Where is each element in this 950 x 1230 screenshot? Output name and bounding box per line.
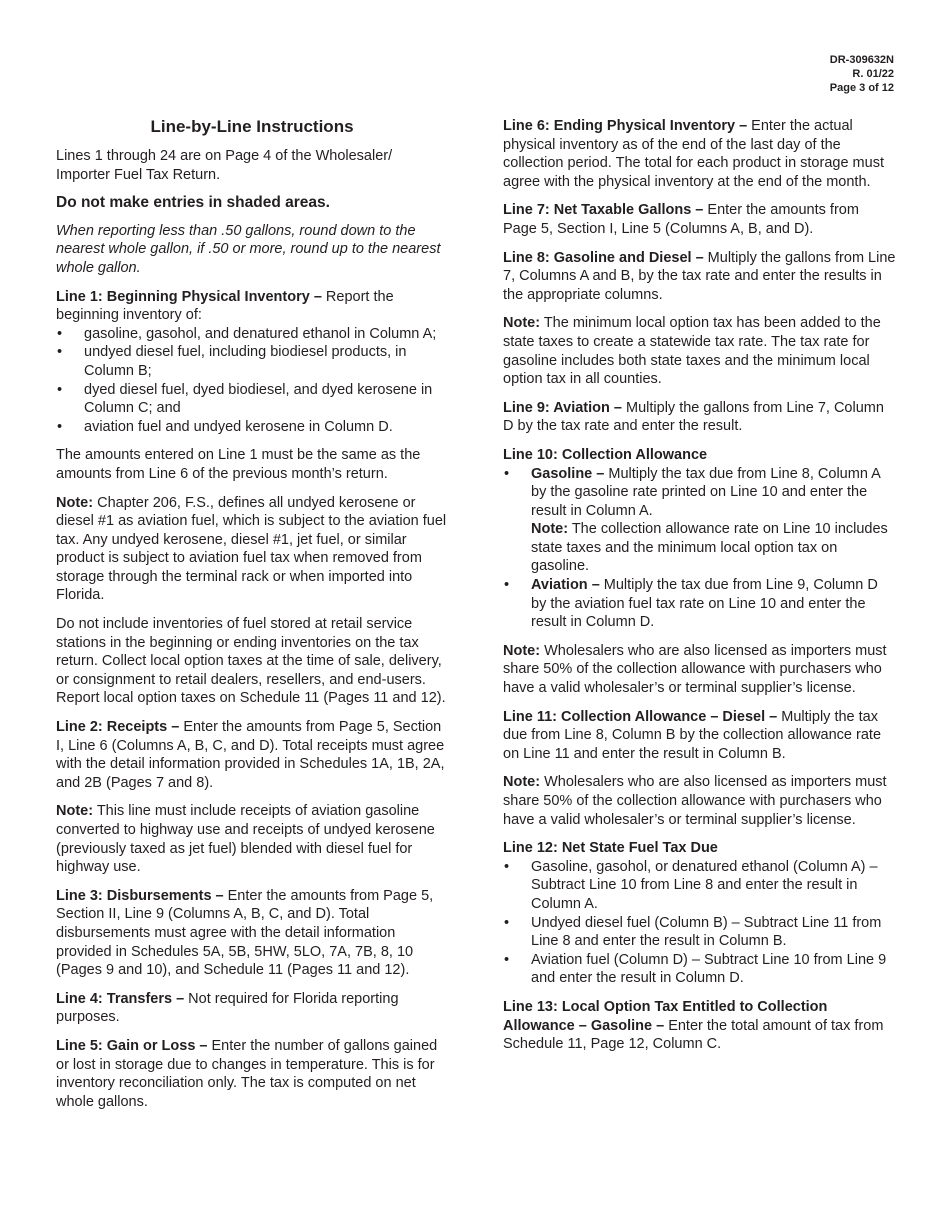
note-collection-allowance-share-2	[503, 773, 896, 829]
note-label: Note:	[503, 642, 541, 659]
line5-label: Line 5: Gain or Loss –	[56, 1037, 208, 1054]
list-item: • gasoline, gasohol, and denatured ethanol in Column A;	[56, 325, 448, 344]
line4-label: Line 4: Transfers –	[56, 990, 185, 1007]
note-text: Chapter 206, F.S., defines all undyed kerosene or diesel #1 as aviation fuel, which is subject to the aviation fuel tax. Any undyed kerosene, diesel #1, jet fuel, or similar product is subject to aviation fuel tax when removed from storage through the terminal rack or when imported into Florida.	[56, 494, 447, 604]
line4-text: Not required for Florida reporting purposes.	[56, 990, 399, 1026]
line13-label: Line 13: Local Option Tax Entitled to Collection Allowance – Gasoline –	[503, 998, 828, 1034]
intro-paragraph: Lines 1 through 24 are on Page 4 of the Wholesaler/ Importer Fuel Tax Return.	[56, 148, 393, 183]
line7-text: Enter the amounts from Page 5, Section I, Line 5 (Columns A, B, and D).	[503, 202, 859, 237]
line7-instruction	[503, 201, 896, 238]
line13-text: Enter the total amount of tax from Schedule 11, Page 12, Column C.	[503, 1017, 884, 1053]
list-item: • undyed diesel fuel, including biodiesel products, in Column B;	[56, 343, 448, 380]
note-text: The minimum local option tax has been added to the state taxes to create a statewide tax rate. The tax rate for gasoline includes both state taxes and the minimum local option tax in all counties.	[503, 315, 881, 388]
retail-inventory-paragraph: Do not include inventories of fuel stored at retail service stations in the beginning or ending inventories on the tax return. Collect local option taxes at the time of sale, delivery, or consignment to retail dealers, resellers, and end-users. Report local option taxes on Schedule 11 (Pages 11 and 12).	[56, 616, 446, 707]
line1-followup: The amounts entered on Line 1 must be the same as the amounts from Line 6 of the previous month’s return.	[56, 447, 421, 482]
page-number: Page 3 of 12	[829, 82, 894, 94]
line11-label: Line 11: Collection Allowance – Diesel –	[503, 708, 778, 725]
list-item	[503, 465, 896, 577]
line5-text: Enter the number of gallons gained or lost in storage due to changes in temperature. This is for inventory reconciliation only. The tax is computed on net whole gallons.	[56, 1037, 438, 1110]
line8-instruction	[503, 249, 896, 305]
line10-list	[503, 465, 896, 632]
line11-text: Multiply the tax due from Line 8, Column B by the collection allowance rate on Line 11 and enter the result in Column B.	[503, 708, 882, 762]
list-item: • Gasoline, gasohol, or denatured ethanol (Column A) – Subtract Line 10 from Line 8 and enter the result in Column A.	[503, 858, 896, 914]
note-label: Note:	[56, 494, 94, 511]
line1-label: Line 1: Beginning Physical Inventory –	[56, 288, 322, 305]
list-item: • Aviation fuel (Column D) – Subtract Line 10 from Line 9 and enter the result in Column D.	[503, 951, 896, 988]
gasoline-label: Gasoline –	[531, 465, 605, 482]
note-text: This line must include receipts of aviation gasoline converted to highway use and receipts of undyed kerosene (previously taxed as jet fuel) blended with diesel fuel for highway use.	[56, 803, 435, 876]
line12-label: Line 12: Net State Fuel Tax Due	[503, 840, 718, 857]
note-label: Note:	[531, 521, 569, 538]
line4-instruction	[56, 990, 448, 1027]
line2-label: Line 2: Receipts –	[56, 719, 180, 736]
line1-instruction	[56, 288, 448, 325]
aviation-label: Aviation –	[531, 577, 600, 594]
aviation-text: Multiply the tax due from Line 9, Column D by the aviation fuel tax rate on Line 10 and enter the result in Column D.	[531, 577, 878, 631]
list-item	[503, 576, 896, 632]
line1-list	[56, 325, 448, 437]
note-collection-allowance-share	[503, 642, 896, 698]
line12-heading	[503, 839, 896, 858]
left-column	[56, 117, 448, 1121]
note-text: Wholesalers who are also licensed as importers must share 50% of the collection allowance with purchasers who have a valid wholesaler’s or terminal supplier’s license.	[503, 642, 887, 697]
line5-instruction	[56, 1037, 448, 1111]
line10-heading	[503, 446, 896, 465]
line6-label: Line 6: Ending Physical Inventory –	[503, 118, 748, 134]
note-receipts	[56, 802, 448, 876]
list-item: • aviation fuel and undyed kerosene in Column D.	[56, 418, 448, 437]
gasoline-text: Multiply the tax due from Line 8, Column A by the gasoline rate printed on Line 10 and enter the result in Column A.	[531, 465, 880, 519]
line2-text: Enter the amounts from Page 5, Section I, Line 6 (Columns A, B, C, and D). Total receipts must agree with the detail information provided in Schedules 1A, 1B, 2A, and 2B (Pages 7 and 8).	[56, 719, 445, 791]
form-number: DR-309632N	[829, 54, 894, 66]
line8-label: Line 8: Gasoline and Diesel –	[503, 249, 704, 266]
note-label: Note:	[56, 803, 94, 820]
gasoline-note	[531, 520, 896, 576]
line10-label: Line 10: Collection Allowance	[503, 446, 708, 463]
line3-label: Line 3: Disbursements –	[56, 887, 224, 904]
shaded-areas-warning: Do not make entries in shaded areas.	[56, 194, 330, 212]
page-title: Line-by-Line Instructions	[150, 117, 354, 136]
line8-text: Multiply the gallons from Line 7, Columns A and B, by the tax rate and enter the results in the appropriate columns.	[503, 249, 896, 303]
line3-instruction	[56, 887, 448, 980]
line2-instruction	[56, 718, 448, 792]
note-statewide-rate	[503, 314, 896, 388]
note-label: Note:	[503, 315, 541, 332]
right-column	[503, 117, 896, 1064]
line3-text: Enter the amounts from Page 5, Section II, Line 9 (Columns A, B, C, and D). Total disbursements must agree with the detail information provided in Schedules 5A, 5B, 5HW, 5LO, 7A, 7B, 8, 10 (Pages 9 and 10), and Schedule 11 (Pages 11 and 12).	[56, 887, 434, 979]
line9-instruction	[503, 399, 896, 436]
line6-text: Enter the actual physical inventory as of the end of the last day of the collection period. The total for each product in storage must agree with the physical inventory at the end of the month.	[503, 118, 884, 190]
note-aviation-definition	[56, 494, 448, 606]
note-text: Wholesalers who are also licensed as importers must share 50% of the collection allowance with purchasers who have a valid wholesaler’s or terminal supplier’s license.	[503, 774, 887, 828]
line11-instruction	[503, 708, 896, 764]
list-item: • dyed diesel fuel, dyed biodiesel, and dyed kerosene in Column C; and	[56, 381, 448, 418]
form-revision: R. 01/22	[852, 68, 894, 80]
note-text: The collection allowance rate on Line 10 includes state taxes and the minimum local option tax on gasoline.	[531, 521, 888, 575]
line6-instruction	[503, 117, 896, 191]
line1-text: Report the beginning inventory of:	[56, 288, 394, 324]
line13-instruction	[503, 998, 896, 1054]
list-item: • Undyed diesel fuel (Column B) – Subtract Line 11 from Line 8 and enter the result in Column B.	[503, 914, 896, 951]
line9-text: Multiply the gallons from Line 7, Column D by the tax rate and enter the result.	[503, 399, 884, 435]
line12-list	[503, 858, 896, 988]
rounding-instruction: When reporting less than .50 gallons, round down to the nearest whole gallon, if .50 or more, round up to the nearest whole gallon.	[56, 222, 441, 276]
line9-label: Line 9: Aviation –	[503, 399, 622, 416]
note-label: Note:	[503, 774, 541, 791]
form-header	[830, 53, 894, 95]
line7-label: Line 7: Net Taxable Gallons –	[503, 202, 704, 219]
